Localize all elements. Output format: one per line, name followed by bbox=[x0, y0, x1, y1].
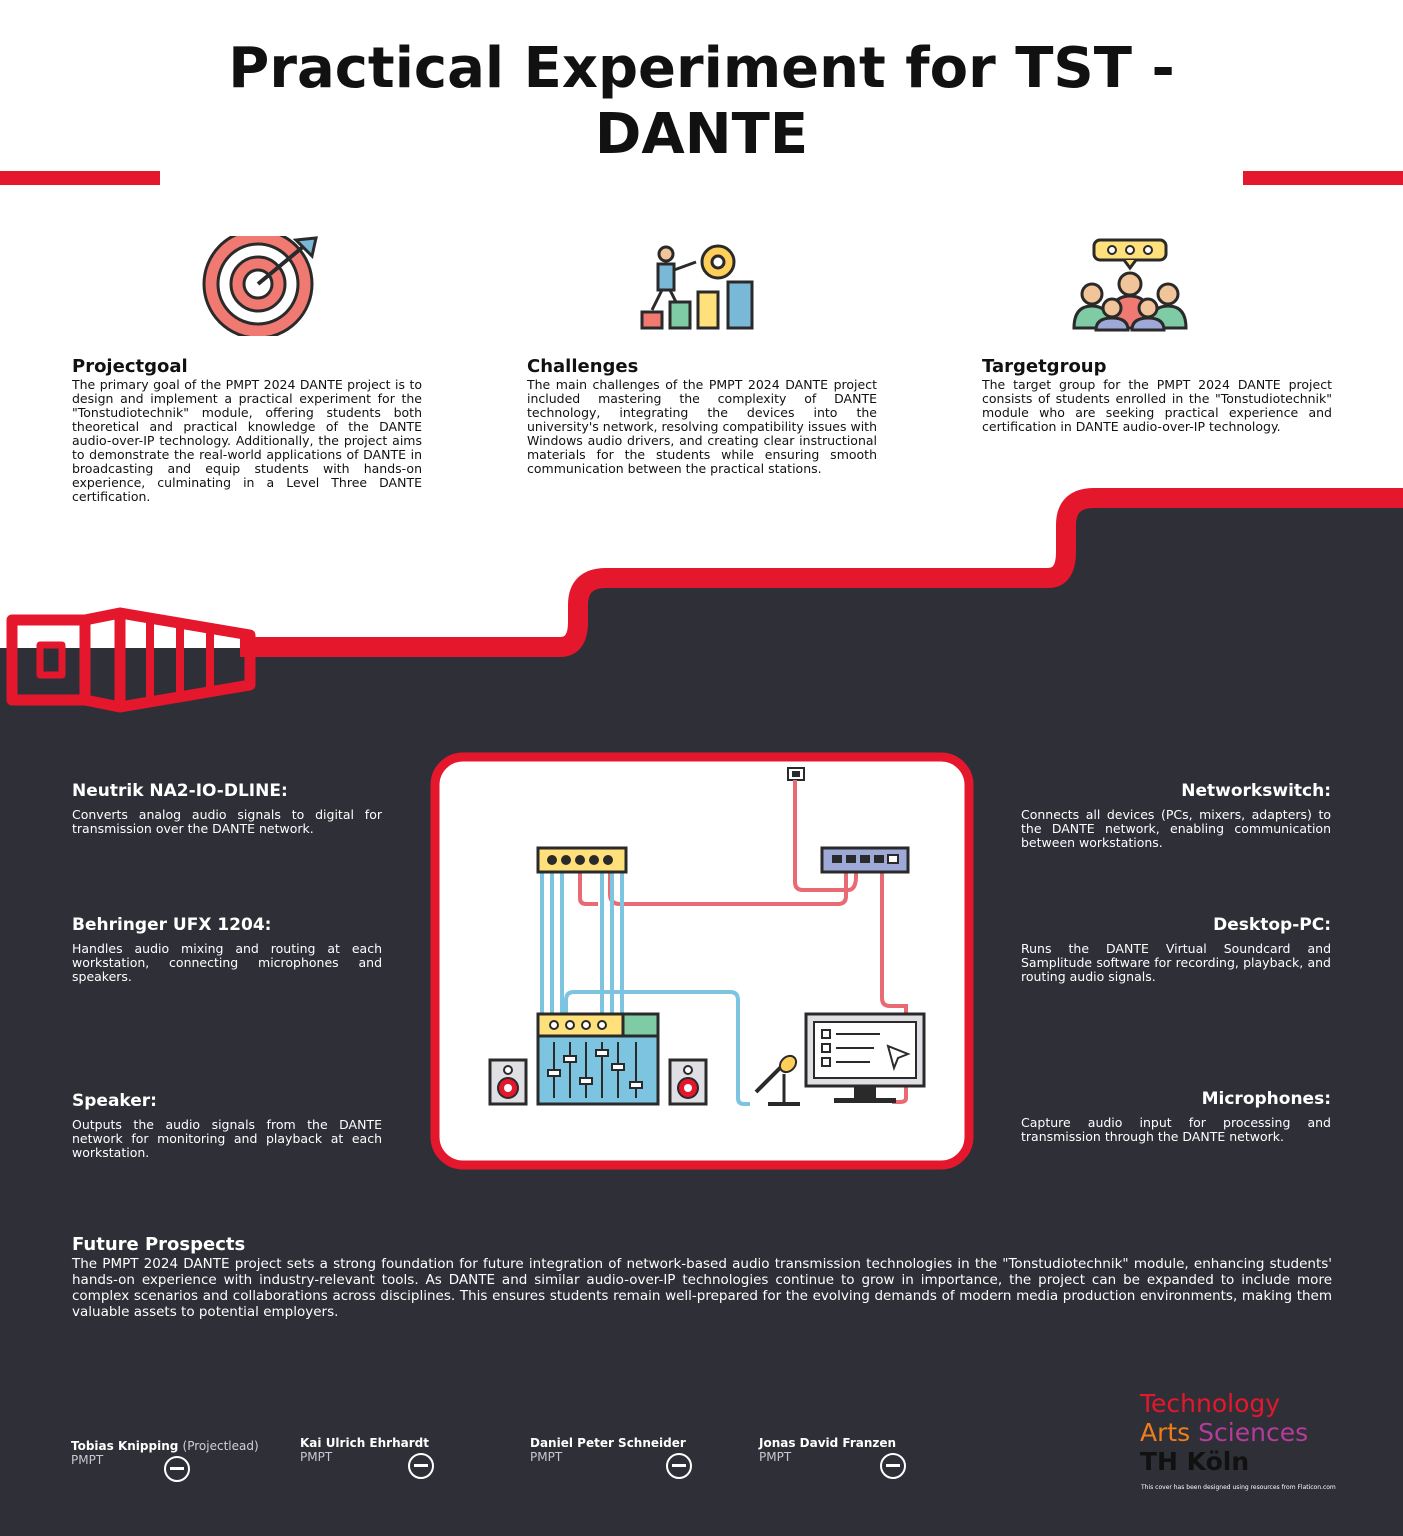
poster-title: Practical Experiment for TST - DANTE bbox=[228, 36, 1175, 167]
projectgoal-text: The primary goal of the PMPT 2024 DANTE project is to design and implement a practical experiment for the "Tonstudiotechnik" module, offering students both theoretical and practical knowledge of the DANTE audio-over-IP technology. Additionally, the project aims to demonstrate the real-world applications of DANTE in broadcasting and equip students with hands-on experience, culminating in a Level Three DANTE certification. bbox=[72, 377, 422, 504]
team-member bbox=[300, 1436, 500, 1464]
item-behringer bbox=[72, 914, 382, 984]
speaker-heading: Speaker: bbox=[72, 1091, 157, 1111]
th-koeln-logo bbox=[1140, 1389, 1360, 1476]
networkswitch-text: Connects all devices (PCs, mixers, adapters) to the DANTE network, enabling communication between workstations. bbox=[1021, 807, 1331, 850]
target-dart-icon bbox=[200, 236, 320, 336]
setup-diagram bbox=[430, 752, 974, 1170]
member-role: (Projectlead) bbox=[182, 1439, 259, 1453]
wall-socket-icon bbox=[788, 768, 804, 780]
item-neutrik bbox=[72, 780, 382, 836]
microphones-heading: Microphones: bbox=[1201, 1089, 1331, 1109]
challenges-text: The main challenges of the PMPT 2024 DANTE project included mastering the complexity of DANTE technology, integrating the devices into the university's network, resolving compatibility issues with Windows audio drivers, and creating clear instructional materials for the students while ensuring smooth communication between the practical stations. bbox=[527, 377, 877, 476]
neutrik-text: Converts analog audio signals to digital for transmission over the DANTE network. bbox=[72, 807, 382, 836]
member-name: Daniel Peter Schneider bbox=[530, 1436, 686, 1450]
seal-icon bbox=[164, 1456, 190, 1482]
divider-right bbox=[1243, 171, 1403, 185]
growth-gear-icon bbox=[638, 240, 758, 332]
seal-icon bbox=[666, 1453, 692, 1479]
section-future-prospects bbox=[72, 1234, 1332, 1320]
team-member bbox=[530, 1436, 730, 1464]
targetgroup-heading: Targetgroup bbox=[982, 356, 1107, 377]
seal-icon bbox=[880, 1453, 906, 1479]
section-targetgroup bbox=[982, 356, 1332, 434]
neutrik-heading: Neutrik NA2-IO-DLINE: bbox=[72, 781, 288, 801]
item-speaker bbox=[72, 1090, 382, 1160]
speaker-text: Outputs the audio signals from the DANTE network for monitoring and playback at each workstation. bbox=[72, 1117, 382, 1160]
desktop-pc-text: Runs the DANTE Virtual Soundcard and Samplitude software for recording, playback, and routing audio signals. bbox=[1021, 941, 1331, 984]
future-text: The PMPT 2024 DANTE project sets a strong foundation for future integration of network-based audio transmission technologies in the "Tonstudiotechnik" module, enhancing students' hands-on experience with industry-relevant tools. As DANTE and similar audio-over-IP technologies continue to grow in importance, the project can be expanded to include more complex scenarios and collaborations across disciplines. This ensures students remain well-prepared for the evolving demands of modern media production environments, making them valuable assets to potential employers. bbox=[72, 1256, 1332, 1320]
member-name: Jonas David Franzen bbox=[759, 1436, 897, 1450]
item-networkswitch bbox=[1021, 780, 1331, 850]
member-org: PMPT bbox=[530, 1450, 563, 1464]
speaker-right-icon bbox=[670, 1060, 706, 1104]
item-microphones bbox=[1021, 1088, 1331, 1144]
desktop-pc-heading: Desktop-PC: bbox=[1213, 915, 1331, 935]
behringer-heading: Behringer UFX 1204: bbox=[72, 915, 272, 935]
dante-adapter-icon bbox=[538, 848, 626, 872]
member-org: PMPT bbox=[759, 1450, 792, 1464]
section-challenges bbox=[527, 356, 877, 476]
speaker-left-icon bbox=[490, 1060, 526, 1104]
flaticon-credit: This cover has been designed using resources from Flaticon.com bbox=[1141, 1484, 1336, 1491]
targetgroup-text: The target group for the PMPT 2024 DANTE project consists of students enrolled in the "Tonstudiotechnik" module who are seeking practical experience and certification in DANTE audio-over-IP technology. bbox=[982, 377, 1332, 434]
section-projectgoal bbox=[72, 356, 422, 504]
member-name: Kai Ulrich Ehrhardt bbox=[300, 1436, 429, 1450]
audience-icon bbox=[1068, 236, 1192, 332]
microphones-text: Capture audio input for processing and transmission through the DANTE network. bbox=[1021, 1115, 1331, 1144]
team-member bbox=[759, 1436, 959, 1464]
logo-arts: Arts bbox=[1140, 1418, 1191, 1447]
logo-technology: Technology bbox=[1140, 1389, 1281, 1418]
projectgoal-heading: Projectgoal bbox=[72, 356, 188, 377]
item-desktop-pc bbox=[1021, 914, 1331, 984]
behringer-text: Handles audio mixing and routing at each workstation, connecting microphones and speakers. bbox=[72, 941, 382, 984]
seal-icon bbox=[408, 1453, 434, 1479]
member-org: PMPT bbox=[71, 1453, 104, 1467]
logo-th-koeln: TH Köln bbox=[1140, 1447, 1250, 1476]
member-org: PMPT bbox=[300, 1450, 333, 1464]
network-switch-icon bbox=[822, 848, 908, 872]
networkswitch-heading: Networkswitch: bbox=[1181, 781, 1331, 801]
future-heading: Future Prospects bbox=[72, 1234, 246, 1255]
member-name: Tobias Knipping bbox=[71, 1439, 179, 1453]
logo-sciences: Sciences bbox=[1198, 1418, 1309, 1447]
challenges-heading: Challenges bbox=[527, 356, 639, 377]
mixer-icon bbox=[538, 1014, 658, 1104]
divider-left bbox=[0, 171, 160, 185]
